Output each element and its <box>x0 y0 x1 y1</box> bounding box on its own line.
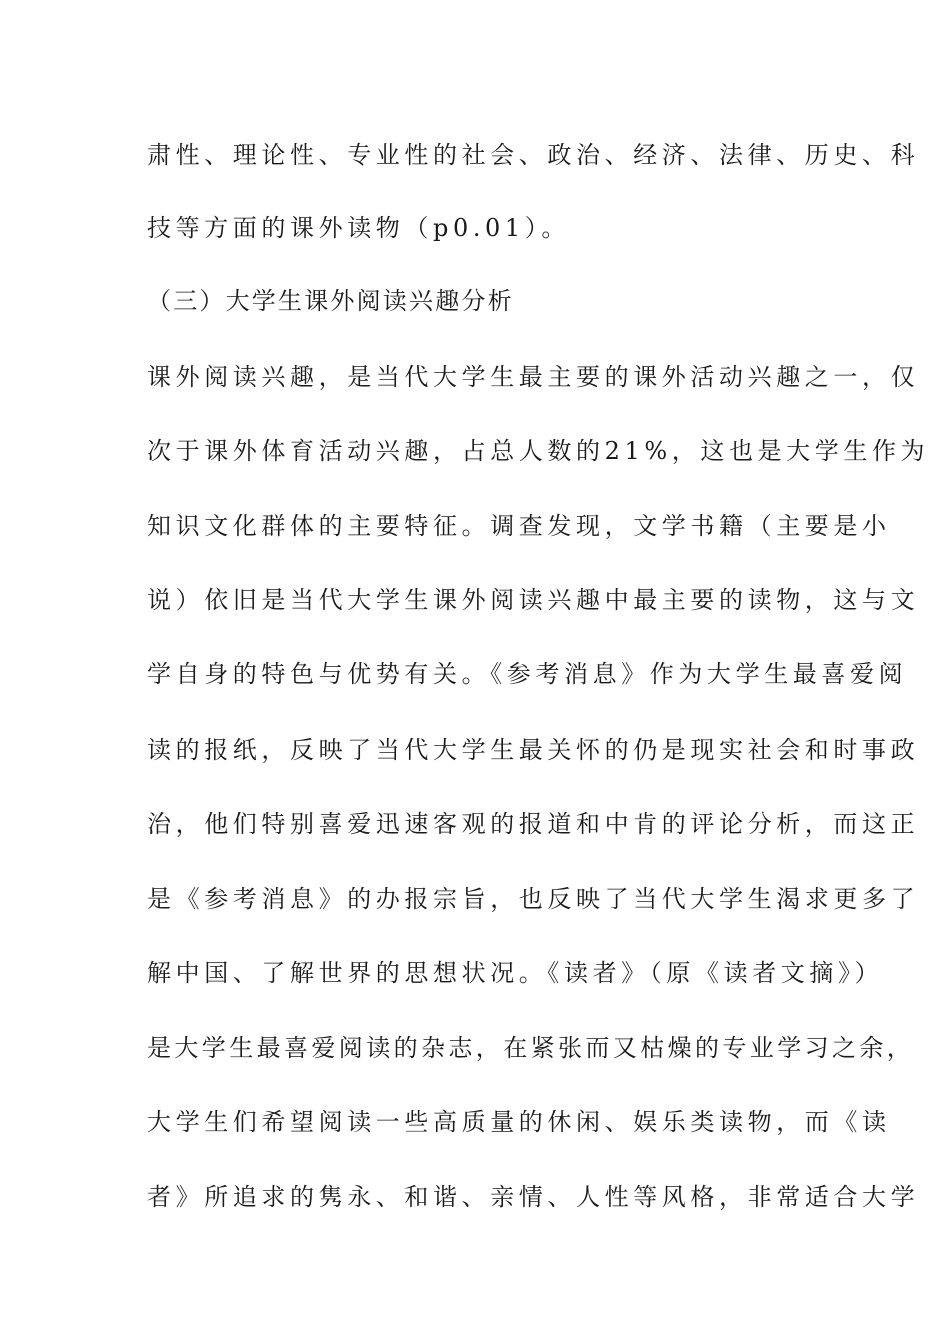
text-line-6: 知识文化群体的主要特征。调查发现，文学书籍（主要是小 <box>147 512 891 540</box>
text-line-8: 学自身的特色与优势有关。《参考消息》作为大学生最喜爱阅 <box>147 660 908 688</box>
text-line-12: 解中国、了解世界的思想状况。《读者》（原《读者文摘》） <box>147 959 884 987</box>
text-line-14: 大学生们希望阅读一些高质量的休闲、娱乐类读物，而《读 <box>147 1108 891 1136</box>
text-line-1: 肃性、理论性、专业性的社会、政治、经济、法律、历史、科 <box>147 141 920 169</box>
text-line-11: 是《参考消息》的办报宗旨，也反映了当代大学生渴求更多了 <box>147 885 920 913</box>
text-line-9: 读的报纸，反映了当代大学生最关怀的仍是现实社会和时事政 <box>147 736 920 764</box>
text-line-13: 是大学生最喜爱阅读的杂志，在紧张而又枯燥的专业学习之余， <box>147 1034 915 1062</box>
text-line-4: 课外阅读兴趣，是当代大学生最主要的课外活动兴趣之一，仅 <box>147 363 920 391</box>
text-line-2: 技等方面的课外读物（p0.01）。 <box>147 214 570 242</box>
text-line-15: 者》所追求的隽永、和谐、亲情、人性等风格，非常适合大学 <box>147 1183 920 1211</box>
text-line-7: 说）依旧是当代大学生课外阅读兴趣中最主要的读物，这与文 <box>147 586 920 614</box>
text-line-5: 次于课外体育活动兴趣，占总人数的21%，这也是大学生作为 <box>147 437 930 465</box>
section-heading: （三）大学生课外阅读兴趣分析 <box>147 287 514 315</box>
text-line-10: 治，他们特别喜爱迅速客观的报道和中肯的评论分析，而这正 <box>147 810 920 838</box>
